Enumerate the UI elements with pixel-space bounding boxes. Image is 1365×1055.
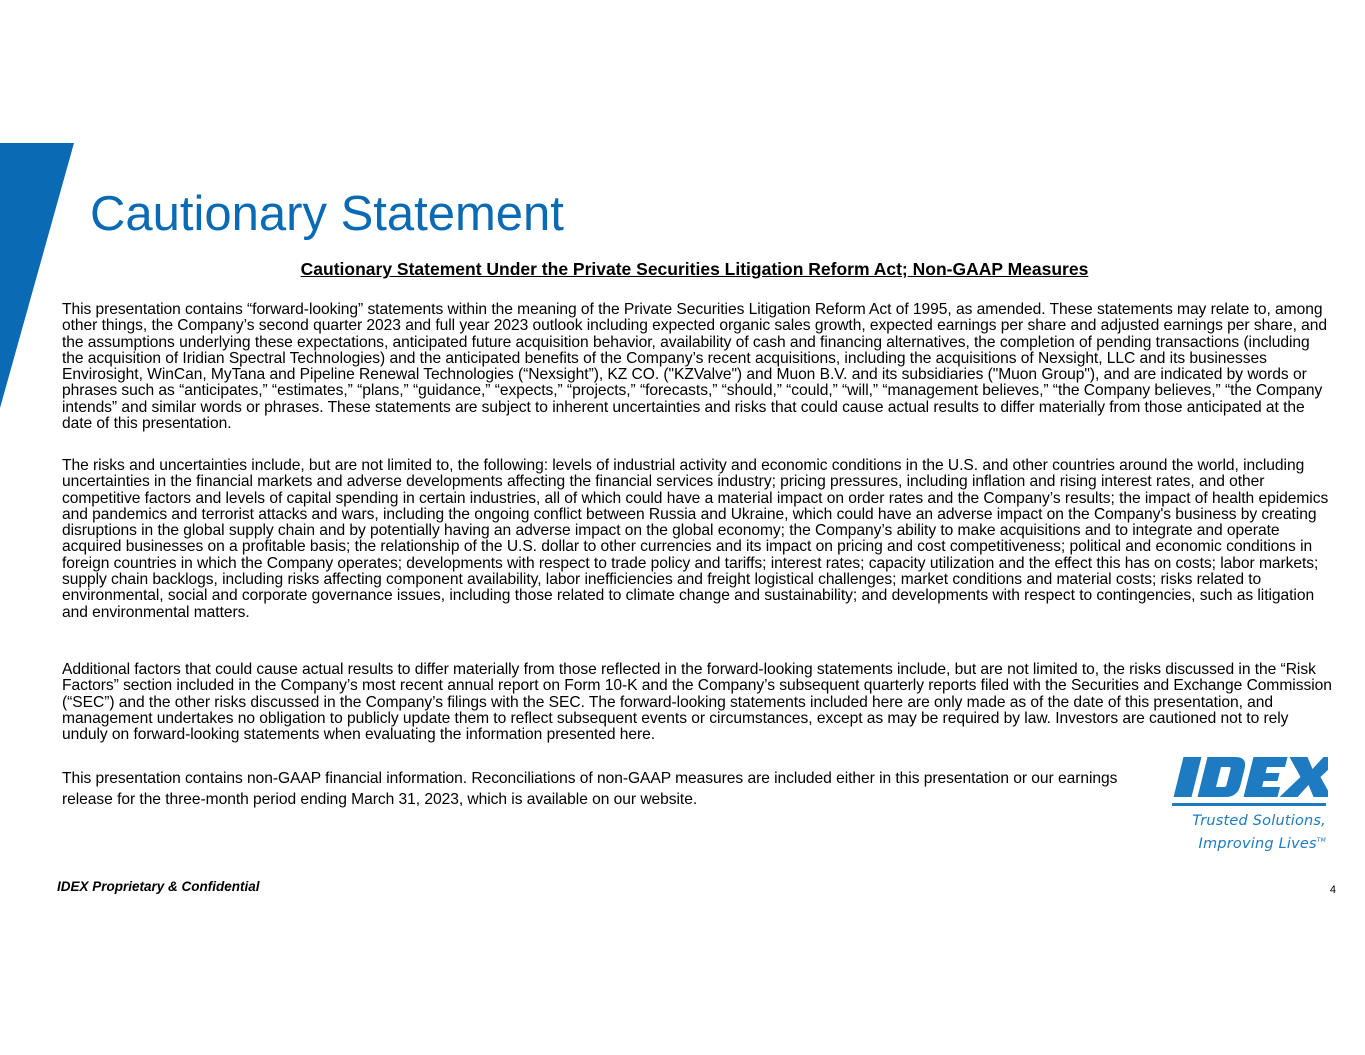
page-number: 4	[1329, 884, 1336, 896]
paragraph-risks: The risks and uncertainties include, but are not limited to, the following: levels of industrial activity and economic conditions in the U.S. and other countries around the world, including uncertainties in the financial markets and adverse developments affecting the financial services industry; pricing pressures, including inflation and rising interest rates, and other competitive factors and levels of capital spending in certain industries, all of which could have a material impact on order rates and the Company’s results; the impact of health epidemics and pandemics and terrorist attacks and wars, including the ongoing conflict between Russia and Ukraine, which could have an adverse impact on the Company's business by creating disruptions in the global supply chain and by potentially having an adverse impact on the global economy; the Company’s ability to make acquisitions and to integrate and operate acquired businesses on a profitable basis; the relationship of the U.S. dollar to other currencies and its impact on pricing and cost competitiveness; political and economic conditions in foreign countries in which the Company operates; developments with respect to trade policy and tariffs; interest rates; capacity utilization and the effect this has on costs; labor markets; supply chain backlogs, including risks affecting component availability, labor inefficiencies and freight logistical challenges; market conditions and material costs; risks related to environmental, social and corporate governance issues, including those related to climate change and sustainability; and developments with respect to contingencies, such as litigation and environmental matters.	[62, 457, 1329, 621]
paragraph-forward-looking: This presentation contains “forward-looking” statements within the meaning of the Private Securities Litigation Reform Act of 1995, as amended. These statements may relate to, among other things, the Company’s second quarter 2023 and full year 2023 outlook including expected organic sales growth, expected earnings per share and adjusted earnings per share, and the assumptions underlying these expectations, anticipated future acquisition behavior, availability of cash and financing alternatives, the completion of pending transactions (including the acquisition of Iridian Spectral Technologies) and the anticipated benefits of the Company’s recent acquisitions, including the acquisitions of Nexsight, LLC and its businesses Envirosight, WinCan, MyTana and Pipeline Renewal Technologies (“Nexsight”), KZ CO. ("KZValve") and Muon B.V. and its subsidiaries ("Muon Group"), and are indicated by words or phrases such as “anticipates,” “estimates,” “plans,” “guidance,” “expects,” “projects,” “forecasts,” “should,” “could,” “will,” “management believes,” “the Company believes,” “the Company intends” and similar words or phrases. These statements are subject to inherent uncertainties and risks that could cause actual results to differ materially from those anticipated at the date of this presentation.	[62, 301, 1328, 433]
paragraph-non-gaap: This presentation contains non-GAAP financial information. Reconciliations of non-GAAP measures are included either in this presentation or our earnings release for the three-month period ending March 31, 2023, which is available on our website.	[62, 770, 1118, 808]
trademark-symbol: TM	[1316, 837, 1326, 844]
section-subheading: Cautionary Statement Under the Private Securities Litigation Reform Act; Non-GAAP Measures	[300, 259, 1089, 279]
logo-underline	[1172, 803, 1326, 806]
footer-confidential: IDEX Proprietary & Confidential	[57, 879, 260, 894]
tagline-line-2	[1170, 831, 1326, 854]
tagline-line-2-text: Improving Lives	[1198, 835, 1317, 852]
paragraph-additional-factors: Additional factors that could cause actual results to differ materially from those reflected in the forward-looking statements include, but are not limited to, the risks discussed in the “Risk Factors” section included in the Company’s most recent annual report on Form 10-K and the Company’s subsequent quarterly reports filed with the Securities and Exchange Commission (“SEC”) and the other risks discussed in the Company’s filings with the SEC. The forward-looking statements included here are only made as of the date of this presentation, and management undertakes no obligation to publicly update them to reflect subsequent events or circumstances, except as may be required by law. Investors are cautioned not to rely unduly on forward-looking statements when evaluating the information presented here.	[62, 661, 1332, 744]
idex-logo	[1170, 755, 1330, 855]
logo-tagline	[1170, 812, 1326, 854]
tagline-line-1: Trusted Solutions,	[1192, 813, 1326, 829]
slide-title: Cautionary Statement	[90, 187, 564, 241]
idex-logo-mark	[1172, 755, 1328, 799]
